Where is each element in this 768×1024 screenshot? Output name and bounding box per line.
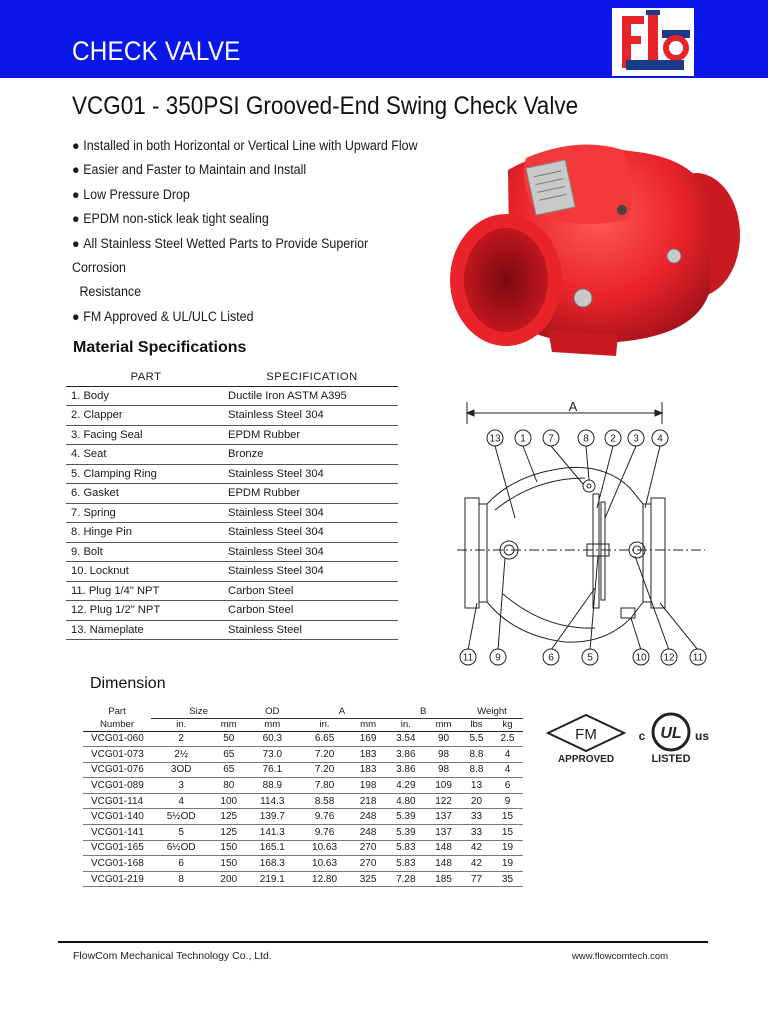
table-row [83,856,523,872]
column-header: Number [83,718,151,731]
dimension-cell: 325 [351,871,386,887]
feature-item: ● FM Approved & UL/ULC Listed [72,308,254,324]
dimension-cell: 3.86 [386,747,427,763]
dimension-cell: 4 [492,762,523,778]
feature-item: ● Low Pressure Drop [72,186,190,202]
specification-cell: Stainless Steel 304 [226,503,398,523]
specification-cell: EPDM Rubber [226,425,398,445]
feature-item: ● EPDM non-stick leak tight sealing [72,211,269,227]
ul-c-mark: c [638,729,646,743]
bullet-icon: ● [72,308,80,324]
dimension-cell: 248 [351,809,386,825]
column-header: OD [246,705,298,718]
dimension-cell: 3.86 [386,762,427,778]
table-row [66,503,398,523]
dimension-cell: 270 [351,856,386,872]
dimension-cell: 6 [151,856,211,872]
dimension-cell: 50 [211,731,246,747]
table-row [66,620,398,640]
ul-mark: UL [660,725,682,742]
dimension-cell: 150 [211,856,246,872]
column-header: in. [151,718,211,731]
column-header: Size [151,705,246,718]
table-row [66,601,398,621]
dimension-cell: 248 [351,825,386,841]
column-header: in. [298,718,350,731]
dimension-cell: 12.80 [298,871,350,887]
footer-divider [58,941,708,943]
part-callout-bottom: 11 [692,652,704,664]
specification-cell: Stainless Steel 304 [226,562,398,582]
product-title: VCG01 - 350PSI Grooved-End Swing Check Valve [72,92,579,120]
column-header: lbs [461,718,492,731]
dimension-cell: 65 [211,747,246,763]
dimension-cell: 8 [151,871,211,887]
dimension-cell: 7.20 [298,747,350,763]
column-header: B [386,705,461,718]
part-number-cell: VCG01-089 [83,778,151,794]
part-cell: 3. Facing Seal [66,425,226,445]
part-callout-top: 2 [610,433,616,445]
ul-listed-logo [632,710,710,766]
feature-item: ● All Stainless Steel Wetted Parts to Provide Superior Corrosion [72,235,369,276]
dimension-cell: 5.83 [386,840,427,856]
dimension-cell: 185 [426,871,461,887]
part-callout-top: 4 [657,433,663,445]
dimension-cell: 137 [426,825,461,841]
dimension-cell: 19 [492,840,523,856]
column-header: kg [492,718,523,731]
dimension-cell: 2½ [151,747,211,763]
table-row [83,871,523,887]
dimension-cell: 219.1 [246,871,298,887]
table-row [83,731,523,747]
column-header: in. [386,718,427,731]
header-title: CHECK VALVE [72,36,241,66]
dimension-cell: 148 [426,840,461,856]
part-cell: 13. Nameplate [66,620,226,640]
part-number-cell: VCG01-114 [83,793,151,809]
bullet-icon: ● [72,186,80,202]
part-callout-bottom: 5 [587,652,593,664]
dimension-cell: 35 [492,871,523,887]
table-row [66,425,398,445]
dimension-cell: 88.9 [246,778,298,794]
feature-item: ● Installed in both Horizontal or Vertical Line with Upward Flow [72,138,418,153]
table-row [66,386,398,406]
flowcom-logo [612,8,694,76]
specification-cell: Bronze [226,445,398,465]
dimension-cell: 198 [351,778,386,794]
dimension-cell: 10.63 [298,840,350,856]
dimension-cell: 7.80 [298,778,350,794]
dimension-cell: 2.5 [492,731,523,747]
dimension-cell: 122 [426,793,461,809]
table-row [83,809,523,825]
dimension-cell: 7.28 [386,871,427,887]
dimension-cell: 114.3 [246,793,298,809]
table-row [83,793,523,809]
table-row [83,747,523,763]
dimension-cell: 73.0 [246,747,298,763]
dimension-cell: 5.39 [386,825,427,841]
dimension-cell: 33 [461,809,492,825]
dimension-cell: 125 [211,809,246,825]
dimension-cell: 139.7 [246,809,298,825]
part-callout-top: 3 [633,433,639,445]
part-callout-top: 13 [489,433,501,445]
feature-continuation: Resistance [79,284,142,300]
dimension-cell: 5.39 [386,809,427,825]
specification-cell: Stainless Steel 304 [226,464,398,484]
dimension-cell: 90 [426,731,461,747]
feature-item: ● Easier and Faster to Maintain and Install [72,162,307,178]
dimension-cell: 8.8 [461,762,492,778]
ul-listed-label: LISTED [651,753,691,765]
part-cell: 10. Locknut [66,562,226,582]
part-number-cell: VCG01-168 [83,856,151,872]
part-number-cell: VCG01-219 [83,871,151,887]
part-callout-bottom: 9 [495,652,501,664]
part-cell: 1. Body [66,386,226,406]
feature-list [72,134,452,329]
specification-cell: Carbon Steel [226,581,398,601]
table-row [83,840,523,856]
dimension-cell: 165.1 [246,840,298,856]
part-callout-bottom: 10 [635,652,647,664]
valve-cross-section-drawing [455,398,715,670]
table-row [83,762,523,778]
dimension-cell: 4.29 [386,778,427,794]
column-header: mm [351,718,386,731]
part-cell: 12. Plug 1/2" NPT [66,601,226,621]
part-cell: 5. Clamping Ring [66,464,226,484]
dimension-cell: 6½OD [151,840,211,856]
column-header: Weight [461,705,523,718]
dimension-cell: 148 [426,856,461,872]
table-row [66,484,398,504]
part-callout-top: 8 [583,433,589,445]
specification-cell: Stainless Steel 304 [226,406,398,426]
part-callout-bottom: 6 [548,652,554,664]
dimension-cell: 15 [492,809,523,825]
dimension-cell: 218 [351,793,386,809]
dimension-cell: 5½OD [151,809,211,825]
footer-company: FlowCom Mechanical Technology Co., Ltd. [73,950,272,962]
dimension-cell: 4 [492,747,523,763]
dimension-cell: 80 [211,778,246,794]
part-number-cell: VCG01-073 [83,747,151,763]
dimension-cell: 200 [211,871,246,887]
table-row [66,562,398,582]
dimension-cell: 9.76 [298,809,350,825]
table-row [66,542,398,562]
fm-approved-logo [544,713,630,765]
column-header: SPECIFICATION [226,368,398,386]
dimension-cell: 2 [151,731,211,747]
dimension-table [83,705,523,887]
specification-cell: Stainless Steel [226,620,398,640]
column-header: mm [426,718,461,731]
dimension-cell: 5 [151,825,211,841]
dimension-cell: 3OD [151,762,211,778]
dimension-cell: 4 [151,793,211,809]
column-header: mm [211,718,246,731]
table-row [83,825,523,841]
part-callout-top: 1 [520,433,526,445]
column-header: PART [66,368,226,386]
table-row [66,464,398,484]
table-row [66,406,398,426]
dimension-cell: 5.83 [386,856,427,872]
table-group-header-row [83,705,523,718]
dimension-cell: 9.76 [298,825,350,841]
dimension-cell: 6 [492,778,523,794]
dimension-cell: 60.3 [246,731,298,747]
dimension-cell: 7.20 [298,762,350,778]
material-spec-table [66,368,398,640]
part-number-cell: VCG01-165 [83,840,151,856]
dimension-cell: 125 [211,825,246,841]
part-cell: 4. Seat [66,445,226,465]
dimension-cell: 9 [492,793,523,809]
dimension-cell: 33 [461,825,492,841]
dimension-cell: 19 [492,856,523,872]
fm-mark: FM [575,726,597,743]
part-cell: 8. Hinge Pin [66,523,226,543]
dimension-cell: 5.5 [461,731,492,747]
part-number-cell: VCG01-141 [83,825,151,841]
part-cell: 11. Plug 1/4" NPT [66,581,226,601]
part-number-cell: VCG01-140 [83,809,151,825]
dimension-cell: 4.80 [386,793,427,809]
dimension-cell: 168.3 [246,856,298,872]
table-row [66,523,398,543]
specification-cell: Stainless Steel 304 [226,542,398,562]
dimension-cell: 3.54 [386,731,427,747]
dimension-cell: 169 [351,731,386,747]
column-header: Part [108,706,126,717]
part-number-cell: VCG01-060 [83,731,151,747]
dimension-cell: 270 [351,840,386,856]
column-header: A [298,705,385,718]
dimension-cell: 183 [351,747,386,763]
header-banner [0,0,768,78]
dimension-cell: 42 [461,840,492,856]
bullet-icon: ● [72,138,80,153]
dimension-cell: 13 [461,778,492,794]
bullet-icon: ● [72,211,80,227]
dimension-cell: 10.63 [298,856,350,872]
dimension-cell: 3 [151,778,211,794]
part-cell: 9. Bolt [66,542,226,562]
dimension-cell: 42 [461,856,492,872]
dimension-cell: 15 [492,825,523,841]
fm-approved-label: APPROVED [557,754,615,765]
part-cell: 2. Clapper [66,406,226,426]
table-header-row [66,368,398,386]
dimension-cell: 65 [211,762,246,778]
dimension-cell: 6.65 [298,731,350,747]
dimension-cell: 150 [211,840,246,856]
dimension-a-label: A [568,399,578,414]
footer-website[interactable]: www.flowcomtech.com [572,951,669,962]
part-cell: 7. Spring [66,503,226,523]
dimension-cell: 20 [461,793,492,809]
part-callout-bottom: 12 [663,652,675,664]
dimension-cell: 98 [426,747,461,763]
column-header: mm [246,718,298,731]
dimension-cell: 8.58 [298,793,350,809]
specification-cell: Stainless Steel 304 [226,523,398,543]
part-callout-bottom: 11 [462,652,474,664]
dimension-cell: 98 [426,762,461,778]
valve-photo [448,130,748,362]
dimension-cell: 76.1 [246,762,298,778]
table-row [66,581,398,601]
ul-us-mark: us [694,729,710,743]
part-callout-top: 7 [548,433,554,445]
dimension-cell: 77 [461,871,492,887]
dimension-cell: 8.8 [461,747,492,763]
dimension-cell: 141.3 [246,825,298,841]
dimension-cell: 137 [426,809,461,825]
table-row [83,778,523,794]
dimension-title: Dimension [90,675,166,692]
bullet-icon: ● [72,235,80,251]
part-number-cell: VCG01-076 [83,762,151,778]
part-cell: 6. Gasket [66,484,226,504]
specification-cell: Ductile Iron ASTM A395 [226,386,398,406]
dimension-cell: 183 [351,762,386,778]
material-spec-title: Material Specifications [73,339,247,356]
table-row [66,445,398,465]
bullet-icon: ● [72,162,80,178]
table-sub-header-row [83,718,523,731]
dimension-cell: 100 [211,793,246,809]
specification-cell: EPDM Rubber [226,484,398,504]
dimension-cell: 109 [426,778,461,794]
specification-cell: Carbon Steel [226,601,398,621]
